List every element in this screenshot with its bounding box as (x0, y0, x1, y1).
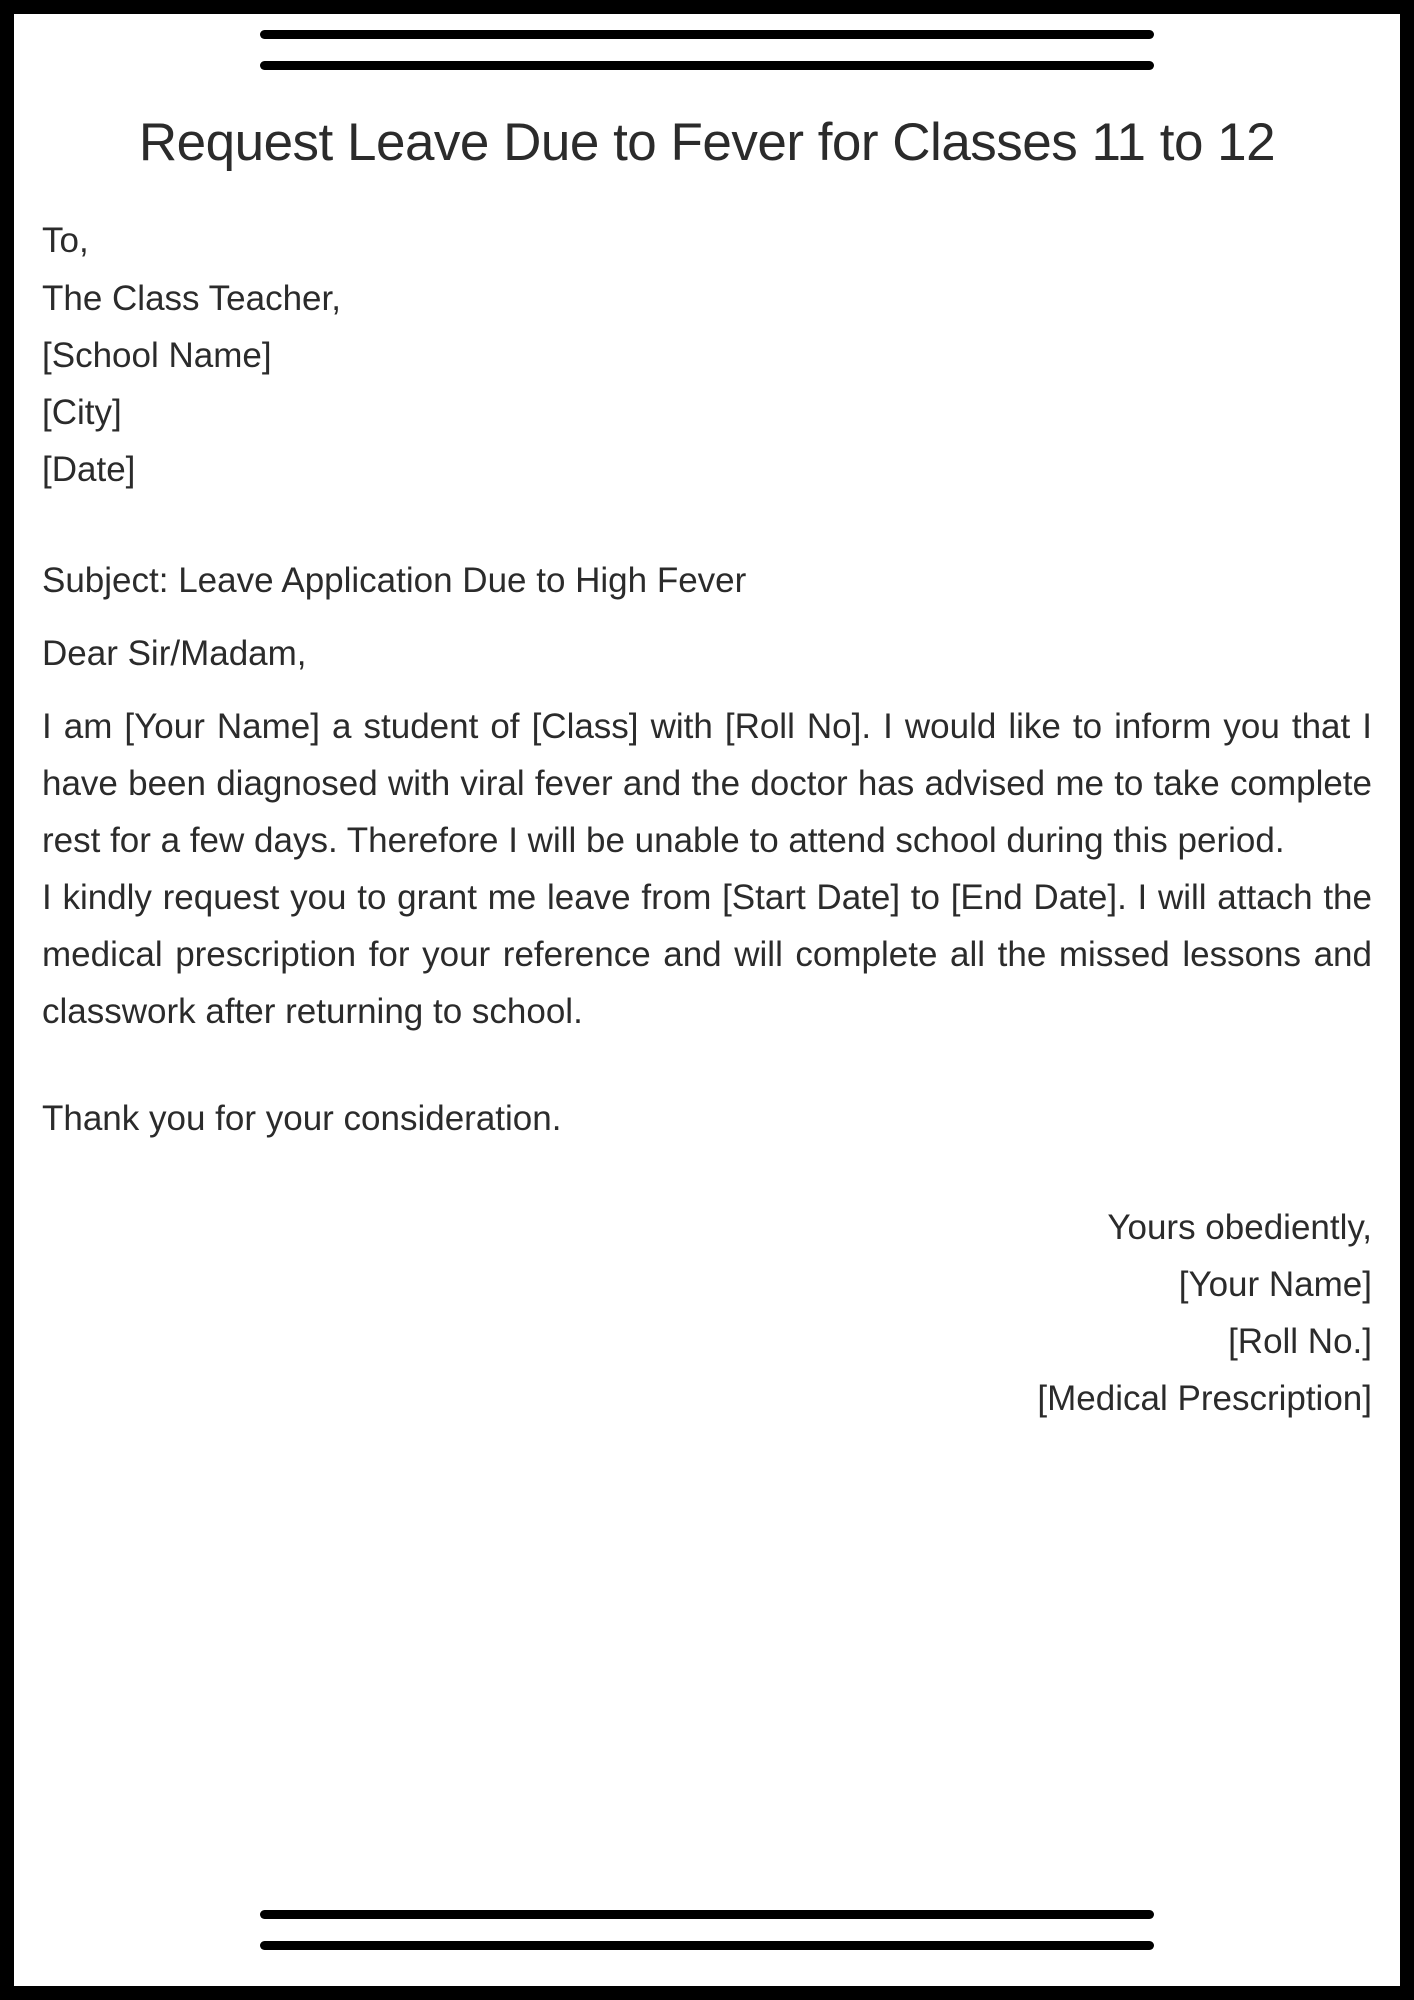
signoff-block (42, 1199, 1372, 1427)
recipient-designation: The Class Teacher, (42, 278, 341, 318)
subject-line: Subject: Leave Application Due to High Fever (42, 560, 747, 600)
closing-thanks: Thank you for your consideration. (42, 1099, 562, 1139)
letter-body (42, 212, 1372, 1427)
signoff-name: [Your Name] (1178, 1265, 1372, 1305)
signoff-valediction: Yours obediently, (1107, 1208, 1372, 1248)
bottom-rule-group (260, 1910, 1154, 1950)
bottom-rule-first (260, 1910, 1154, 1919)
recipient-date: [Date] (42, 449, 136, 489)
recipient-school: [School Name] (42, 335, 272, 375)
recipient-city: [City] (42, 392, 122, 432)
signoff-attachment: [Medical Prescription] (1037, 1379, 1372, 1419)
bottom-rule-second (260, 1941, 1154, 1950)
letter-inner (14, 14, 1400, 1986)
recipient-to-label: To, (42, 221, 89, 261)
signoff-roll-no: [Roll No.] (1228, 1322, 1372, 1362)
body-paragraph-2: I kindly request you to grant me leave from [Start Date] to [End Date]. I will attach the medical prescription for your reference and will complete all the missed lessons and classwork after returning to school. (42, 877, 1372, 1032)
spacer-before-subject (42, 498, 1372, 552)
body-paragraph-1: I am [Your Name] a student of [Class] with [Roll No]. I would like to inform you that I have been diagnosed with viral fever and the doctor has advised me to take complete rest for a few days. Therefore I will be unable to attend school during this period. (42, 706, 1372, 860)
page-title: Request Leave Due to Fever for Classes 11 to 12 (138, 113, 1276, 172)
salutation: Dear Sir/Madam, (42, 633, 307, 673)
top-rule-group (260, 14, 1154, 70)
top-rule-second (260, 61, 1154, 70)
top-rule-first (260, 30, 1154, 39)
